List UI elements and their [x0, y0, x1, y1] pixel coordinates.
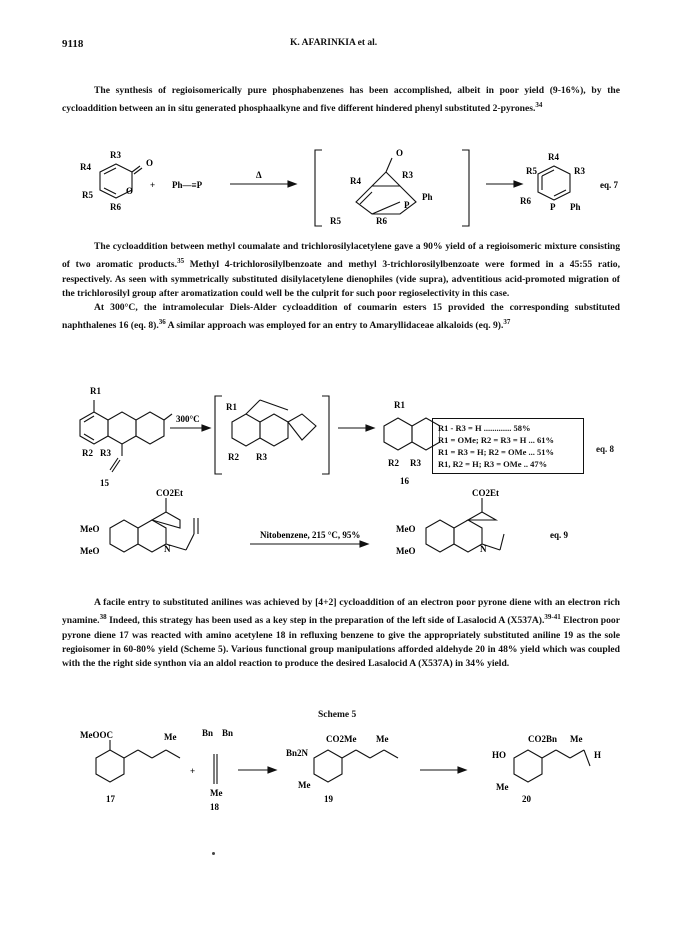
eq8-compound-15: 15: [100, 478, 109, 488]
scheme5-diagram: [60, 728, 640, 820]
scheme5-bn-left: Bn: [202, 728, 214, 738]
scheme5-title: Scheme 5: [318, 710, 357, 720]
eq7-prod-ph: Ph: [570, 202, 581, 212]
eq7-o-ring: O: [126, 186, 134, 196]
eq7-reagent: Ph—≡P: [172, 180, 203, 190]
eq9-prod-meo-bottom: MeO: [396, 546, 416, 556]
eq7-prod-p: P: [550, 202, 556, 212]
eq7-r4: R4: [80, 162, 91, 172]
ref-36: 36: [158, 318, 166, 327]
eq8-prod-r3: R3: [410, 458, 421, 468]
eq8-r1: R1: [90, 386, 101, 396]
scheme5-me-19a: Me: [376, 734, 389, 744]
eq8-int-r1: R1: [226, 402, 237, 412]
eq9-n-product: N: [480, 544, 487, 554]
eq7-int-ph: Ph: [422, 192, 433, 202]
scheme5-me-19b: Me: [298, 780, 311, 790]
yield-row: R1 - R3 = H ............. 58%: [438, 423, 531, 433]
eq8-prod-r1: R1: [394, 400, 405, 410]
eq9-n-start: N: [164, 544, 171, 554]
p2a-text: The cycloaddition between methyl coumalate and trichlorosilylacetylene gave a 90% yield of a regioisomeric mixture consisting of two aromatic products.: [62, 241, 620, 271]
eq9-scheme: [60, 488, 620, 588]
eq7-int-r4: R4: [350, 176, 361, 186]
yield-row: R1, R2 = H; R3 = OMe .. 47%: [438, 459, 548, 469]
paragraph-phosphabenzenes: [62, 84, 620, 117]
eq8-int-r2: R2: [228, 452, 239, 462]
ref-38: 38: [99, 613, 107, 622]
eq7-prod-r4: R4: [548, 152, 559, 162]
p4b-text: Indeed, this strategy has been used as a key step in the preparation of the left side of Lasalocid A (X537A).: [106, 615, 545, 627]
eq8-r2: R2: [82, 448, 93, 458]
scheme5-bn2n: Bn2N: [286, 748, 309, 758]
scheme5-me-17: Me: [164, 732, 177, 742]
eq9-meo-top: MeO: [80, 524, 100, 534]
eq9-meo-bottom: MeO: [80, 546, 100, 556]
scheme5-ho: HO: [492, 750, 507, 760]
yield-row: R1 = OMe; R2 = R3 = H ... 61%: [438, 435, 555, 445]
scheme5-meooc: MeOOC: [80, 730, 113, 740]
paragraph-anilines: [62, 596, 620, 671]
eq7-int-r5: R5: [330, 216, 341, 226]
scheme5-plus: +: [190, 766, 196, 776]
eq8-scheme: [60, 370, 440, 490]
eq9-co2et-product: CO2Et: [472, 488, 499, 498]
scheme5-compound-18: 18: [210, 802, 219, 812]
eq8-int-r3: R3: [256, 452, 267, 462]
eq9-co2et-start: CO2Et: [156, 488, 183, 498]
eq7-int-p: P: [404, 200, 410, 210]
scheme5-me-18: Me: [210, 788, 223, 798]
eq9-label: eq. 9: [550, 530, 568, 540]
p3a-text: At 300°C, the intramolecular Diels-Alder cycloaddition of coumarin esters 15 provided the corresponding substituted naphthalenes 16 (eq. 8).: [62, 302, 620, 332]
scheme5-h: H: [594, 750, 602, 760]
eq8-r3: R3: [100, 448, 111, 458]
eq7-o-carbonyl: O: [146, 158, 154, 168]
page-number: 9118: [62, 38, 84, 50]
eq7-heat: Δ: [256, 170, 262, 180]
scheme5-co2bn: CO2Bn: [528, 734, 558, 744]
eq7-label: eq. 7: [600, 180, 618, 190]
eq7-plus: +: [150, 180, 156, 190]
p4c-text: Electron poor pyrone diene 17 was reacted with amino acetylene 18 in refluxing benzene to give the appropriately substituted aniline 19 as the sole regioisomer in 60-80% yield (Scheme 5). Various functional group manipulations afforded aldehyde 20 in 48% yield which was coupled with the the right side synthon via an aldol reaction to produce the desired Lasalocid A (X537A) in 34% yield.: [62, 615, 620, 669]
eq7-r6: R6: [110, 202, 121, 212]
eq8-compound-16: 16: [400, 476, 409, 486]
ref-35: 35: [177, 257, 185, 266]
scheme5-me-20b: Me: [496, 782, 509, 792]
eq7-int-o: O: [396, 148, 404, 158]
eq7-int-r6: R6: [376, 216, 387, 226]
p4a-text: A facile entry to substituted anilines was achieved by [4+2] cycloaddition of an electron poor pyrone diene with an electron rich ynamine.: [62, 597, 620, 627]
scheme5-compound-17: 17: [106, 794, 115, 804]
scheme5-compound-19: 19: [324, 794, 333, 804]
scheme5-compound-20: 20: [522, 794, 531, 804]
ref-39-41: 39-41: [544, 613, 561, 622]
scheme5-co2me: CO2Me: [326, 734, 357, 744]
ref-34: 34: [535, 101, 543, 110]
eq7-r3: R3: [110, 150, 121, 160]
scheme5-bn-right: Bn: [222, 728, 234, 738]
stray-dot: [212, 852, 215, 855]
phosphabenzene-ring: [538, 166, 570, 200]
eq7-prod-r5: R5: [526, 166, 537, 176]
paragraph-coumalate: [62, 240, 620, 334]
eq8-temp: 300°C: [176, 414, 200, 424]
ref-37: 37: [503, 318, 511, 327]
eq8-label: eq. 8: [596, 444, 614, 454]
p1-text: The synthesis of regioisomerically pure phosphabenzenes has been accomplished, albeit in poor yield (9-16%), by the cycloaddition between an in situ generated phosphaalkyne and five different hindered phenyl substituted 2-pyrones.: [62, 85, 620, 115]
eq9-conditions: Nitobenzene, 215 °C, 95%: [260, 530, 361, 540]
eq7-prod-r6: R6: [520, 196, 531, 206]
eq7-r5: R5: [82, 190, 93, 200]
eq7-prod-r3: R3: [574, 166, 585, 176]
eq9-prod-meo-top: MeO: [396, 524, 416, 534]
eq8-prod-r2: R2: [388, 458, 399, 468]
p3b-text: A similar approach was employed for an entry to Amaryllidaceae alkaloids (eq. 9).: [165, 320, 504, 332]
yield-row: R1 = R3 = H; R2 = OMe ... 51%: [438, 447, 555, 457]
eq8-yield-table: [432, 418, 584, 474]
scheme5-me-20a: Me: [570, 734, 583, 744]
running-head-authors: K. AFARINKIA et al.: [290, 38, 378, 48]
eq7-int-r3: R3: [402, 170, 413, 180]
p2b-text: Methyl 4-trichlorosilylbenzoate and methyl 3-trichlorosilylbenzoate were formed in a 45:55 ratio, respectively. As seen with symmetrically substituted disilylacetylene dienophiles (vide supra), adventitious acid-promoted migration of the trichlorosilyl group after aromatization could well be the culprit for such poor regioselectivity in this case.: [62, 259, 620, 299]
eq7-scheme: [60, 144, 640, 234]
